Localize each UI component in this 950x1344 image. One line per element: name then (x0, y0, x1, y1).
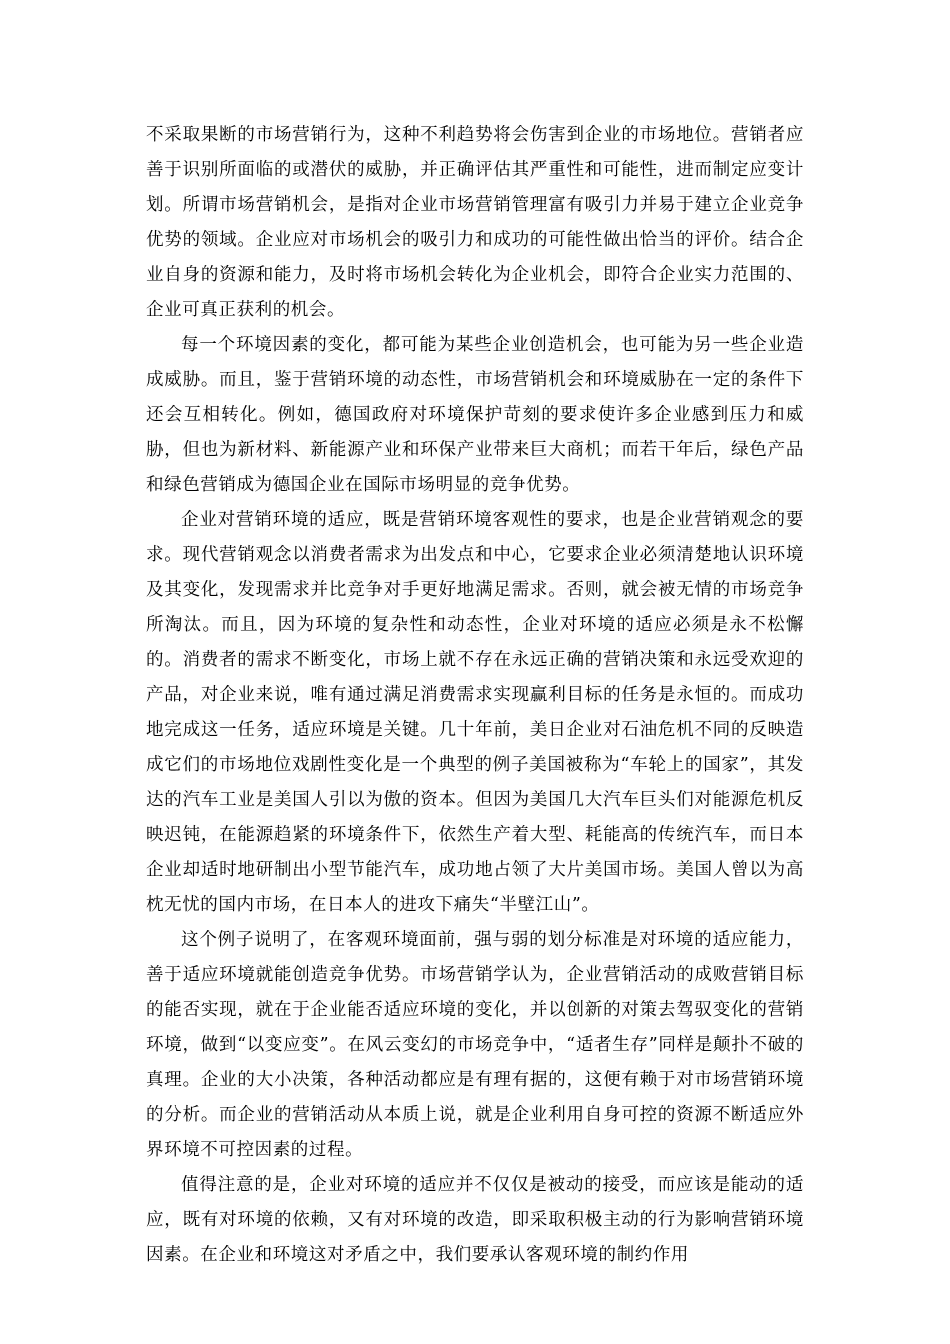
paragraph: 这个例子说明了，在客观环境面前，强与弱的划分标准是对环境的适应能力，善于适应环境就能创造竞争优势。市场营销学认为，企业营销活动的成败营销目标的能否实现，就在于企业能否适应环境的变化，并以创新的对策去驾驭变化的营销环境，做到“以变应变”。在风云变幻的市场竞争中，“适者生存”同样是颠扑不破的真理。企业的大小决策，各种活动都应是有理有据的，这便有赖于对市场营销环境的分析。而企业的营销活动从本质上说，就是企业利用自身可控的资源不断适应外界环境不可控因素的过程。 (146, 930, 804, 1160)
paragraph: 每一个环境因素的变化，都可能为某些企业创造机会，也可能为另一些企业造成威胁。而且，鉴于营销环境的动态性，市场营销机会和环境威胁在一定的条件下还会互相转化。例如，德国政府对环境保护苛刻的要求使许多企业感到压力和威胁，但也为新材料、新能源产业和环保产业带来巨大商机；而若干年后，绿色产品和绿色营销成为德国企业在国际市场明显的竞争优势。 (146, 335, 804, 495)
paragraph: 企业对营销环境的适应，既是营销环境客观性的要求，也是企业营销观念的要求。现代营销观念以消费者需求为出发点和中心，它要求企业必须清楚地认识环境及其变化，发现需求并比竞争对手更好地满足需求。否则，就会被无情的市场竞争所淘汰。而且，因为环境的复杂性和动态性，企业对环境的适应必须是永不松懈的。消费者的需求不断变化，市场上就不存在永远正确的营销决策和永远受欢迎的产品，对企业来说，唯有通过满足消费需求实现赢利目标的任务是永恒的。而成功地完成这一任务，适应环境是关键。几十年前，美日企业对石油危机不同的反映造成它们的市场地位戏剧性变化是一个典型的例子美国被称为“车轮上的国家”，其发达的汽车工业是美国人引以为傲的资本。但因为美国几大汽车巨头们对能源危机反映迟钝，在能源趋紧的环境条件下，依然生产着大型、耗能高的传统汽车，而日本企业却适时地研制出小型节能汽车，成功地占领了大片美国市场。美国人曾以为高枕无忧的国内市场，在日本人的进攻下痛失“半壁江山”。 (146, 510, 804, 915)
paragraph-continued: 不采取果断的市场营销行为，这种不利趋势将会伤害到企业的市场地位。营销者应善于识别所面临的或潜伏的威胁，并正确评估其严重性和可能性，进而制定应变计划。所谓市场营销机会，是指对企业市场营销管理富有吸引力并易于建立企业竞争优势的领域。企业应对市场机会的吸引力和成功的可能性做出恰当的评价。结合企业自身的资源和能力，及时将市场机会转化为企业机会，即符合企业实力范围的、企业可真正获利的机会。 (146, 125, 804, 320)
paragraph: 值得注意的是，企业对环境的适应并不仅仅是被动的接受，而应该是能动的适应，既有对环境的依赖，又有对环境的改造，即采取积极主动的行为影响营销环境因素。在企业和环境这对矛盾之中，我们要承认客观环境的制约作用 (146, 1175, 804, 1265)
document-body (146, 118, 804, 1273)
